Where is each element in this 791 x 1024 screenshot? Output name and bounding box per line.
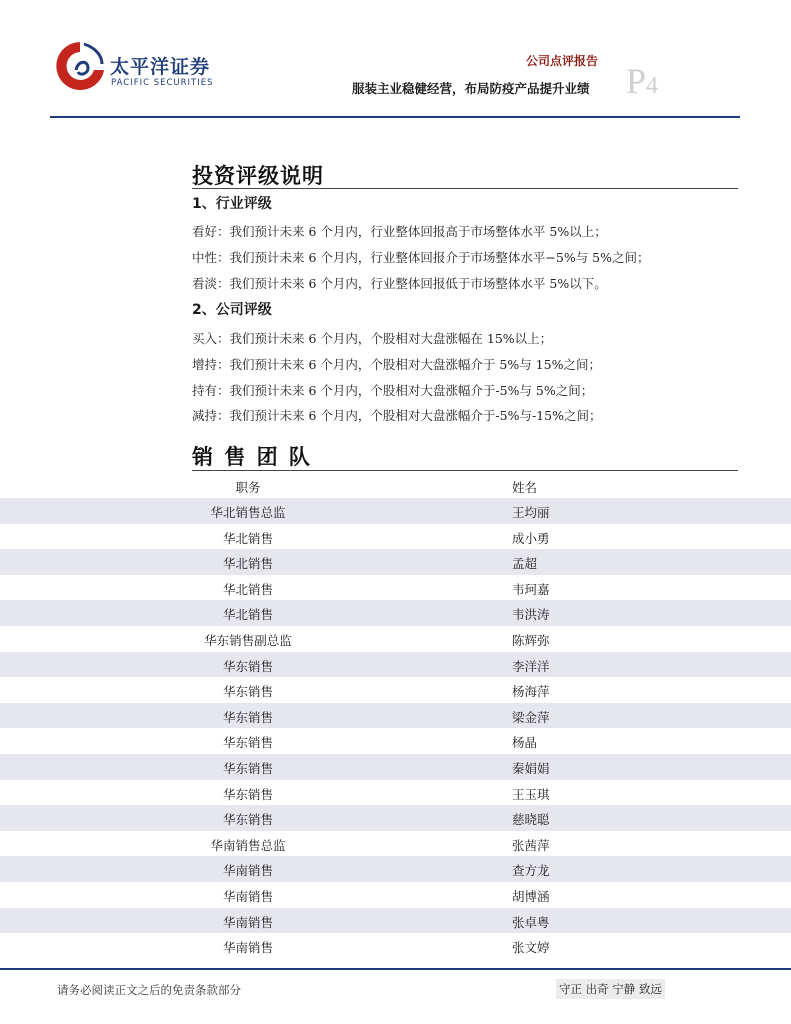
column-header-role: 职务 (235, 480, 261, 495)
table-row (0, 831, 791, 857)
sales-table-header (0, 474, 791, 498)
role-cell: 华北销售总监 (210, 505, 286, 520)
rating-section-title: 投资评级说明 (192, 163, 324, 188)
name-cell: 孟超 (512, 556, 538, 572)
report-type: 公司点评报告 (526, 54, 599, 68)
table-row (0, 549, 791, 575)
role-cell: 华南销售总监 (210, 837, 286, 853)
role-cell: 华东销售 (222, 658, 273, 674)
role-cell: 华东销售 (222, 684, 273, 700)
table-row (0, 626, 791, 652)
name-cell: 张茜萍 (512, 837, 550, 853)
name-cell: 张卓粤 (512, 914, 550, 930)
report-title: 服装主业稳健经营，布局防疫产品提升业绩 (352, 81, 590, 96)
role-cell: 华南销售 (222, 863, 273, 879)
table-row (0, 805, 791, 831)
company-motto: 守正 出奇 宁静 致远 (556, 979, 665, 999)
page-digit: 4 (646, 73, 659, 99)
name-cell: 王均丽 (512, 505, 550, 520)
sales-team-title: 销 售 团 队 (192, 444, 312, 469)
industry-rating-title: 1、行业评级 (192, 196, 272, 212)
table-row (0, 780, 791, 806)
name-cell: 张文婷 (512, 940, 550, 956)
company-rating-line: 减持：我们预计未来 6 个月内，个股相对大盘涨幅介于-5%与-15%之间； (192, 408, 602, 423)
disclaimer-note: 请务必阅读正文之后的免责条款部分 (57, 983, 241, 997)
role-cell: 华东销售 (222, 709, 273, 725)
name-cell: 陈辉弥 (512, 633, 550, 648)
role-cell: 华东销售副总监 (204, 633, 292, 648)
role-cell: 华南销售 (222, 889, 273, 904)
role-cell: 华北销售 (222, 556, 273, 572)
pacific-securities-logo-icon (54, 40, 106, 92)
industry-rating-line: 中性：我们预计未来 6 个月内，行业整体回报介于市场整体水平−5%与 5%之间； (192, 250, 650, 265)
table-row (0, 524, 791, 550)
role-cell: 华北销售 (222, 581, 273, 597)
table-row (0, 856, 791, 882)
company-rating-line: 买入：我们预计未来 6 个月内，个股相对大盘涨幅在 15%以上； (192, 331, 553, 346)
page-number (626, 60, 658, 102)
name-cell: 秦娟娟 (512, 761, 550, 776)
company-logo (54, 40, 214, 100)
name-cell: 慈晓聪 (512, 812, 550, 828)
rating-section-rule (192, 188, 738, 189)
name-cell: 梁金萍 (512, 709, 550, 725)
name-cell: 王玉琪 (512, 786, 550, 802)
industry-rating-line: 看淡：我们预计未来 6 个月内，行业整体回报低于市场整体水平 5%以下。 (192, 276, 607, 291)
table-row (0, 882, 791, 908)
role-cell: 华东销售 (222, 812, 273, 828)
table-row (0, 703, 791, 729)
company-rating-title: 2、公司评级 (192, 302, 272, 318)
name-cell: 成小勇 (512, 530, 550, 546)
role-cell: 华北销售 (222, 530, 273, 546)
role-cell: 华南销售 (222, 940, 273, 956)
role-cell: 华南销售 (222, 914, 273, 930)
name-cell: 查方龙 (512, 863, 550, 879)
table-row (0, 933, 791, 959)
name-cell: 李洋洋 (512, 658, 550, 674)
name-cell: 韦珂嘉 (512, 581, 550, 597)
table-row (0, 652, 791, 678)
table-row (0, 498, 791, 524)
table-row (0, 677, 791, 703)
logo-english-name: PACIFIC SECURITIES (111, 78, 214, 88)
name-cell: 胡博涵 (512, 889, 550, 904)
table-row (0, 575, 791, 601)
industry-rating-line: 看好：我们预计未来 6 个月内，行业整体回报高于市场整体水平 5%以上； (192, 224, 607, 239)
role-cell: 华东销售 (222, 786, 273, 802)
table-row (0, 728, 791, 754)
table-row (0, 600, 791, 626)
company-rating-line: 增持：我们预计未来 6 个月内，个股相对大盘涨幅介于 5%与 15%之间； (192, 357, 601, 372)
column-header-name: 姓名 (512, 480, 538, 495)
name-cell: 韦洪涛 (512, 607, 550, 623)
table-row (0, 754, 791, 780)
company-rating-line: 持有：我们预计未来 6 个月内，个股相对大盘涨幅介于-5%与 5%之间； (192, 383, 594, 398)
sales-team-rule (192, 470, 738, 471)
page-letter: P (626, 61, 647, 101)
role-cell: 华东销售 (222, 761, 273, 776)
role-cell: 华东销售 (222, 735, 273, 751)
footer-divider (0, 968, 791, 970)
name-cell: 杨海萍 (512, 684, 550, 700)
table-row (0, 908, 791, 934)
header-divider (50, 116, 740, 118)
logo-chinese-name: 太平洋证券 (110, 56, 211, 78)
role-cell: 华北销售 (222, 607, 273, 623)
name-cell: 杨晶 (512, 735, 538, 751)
